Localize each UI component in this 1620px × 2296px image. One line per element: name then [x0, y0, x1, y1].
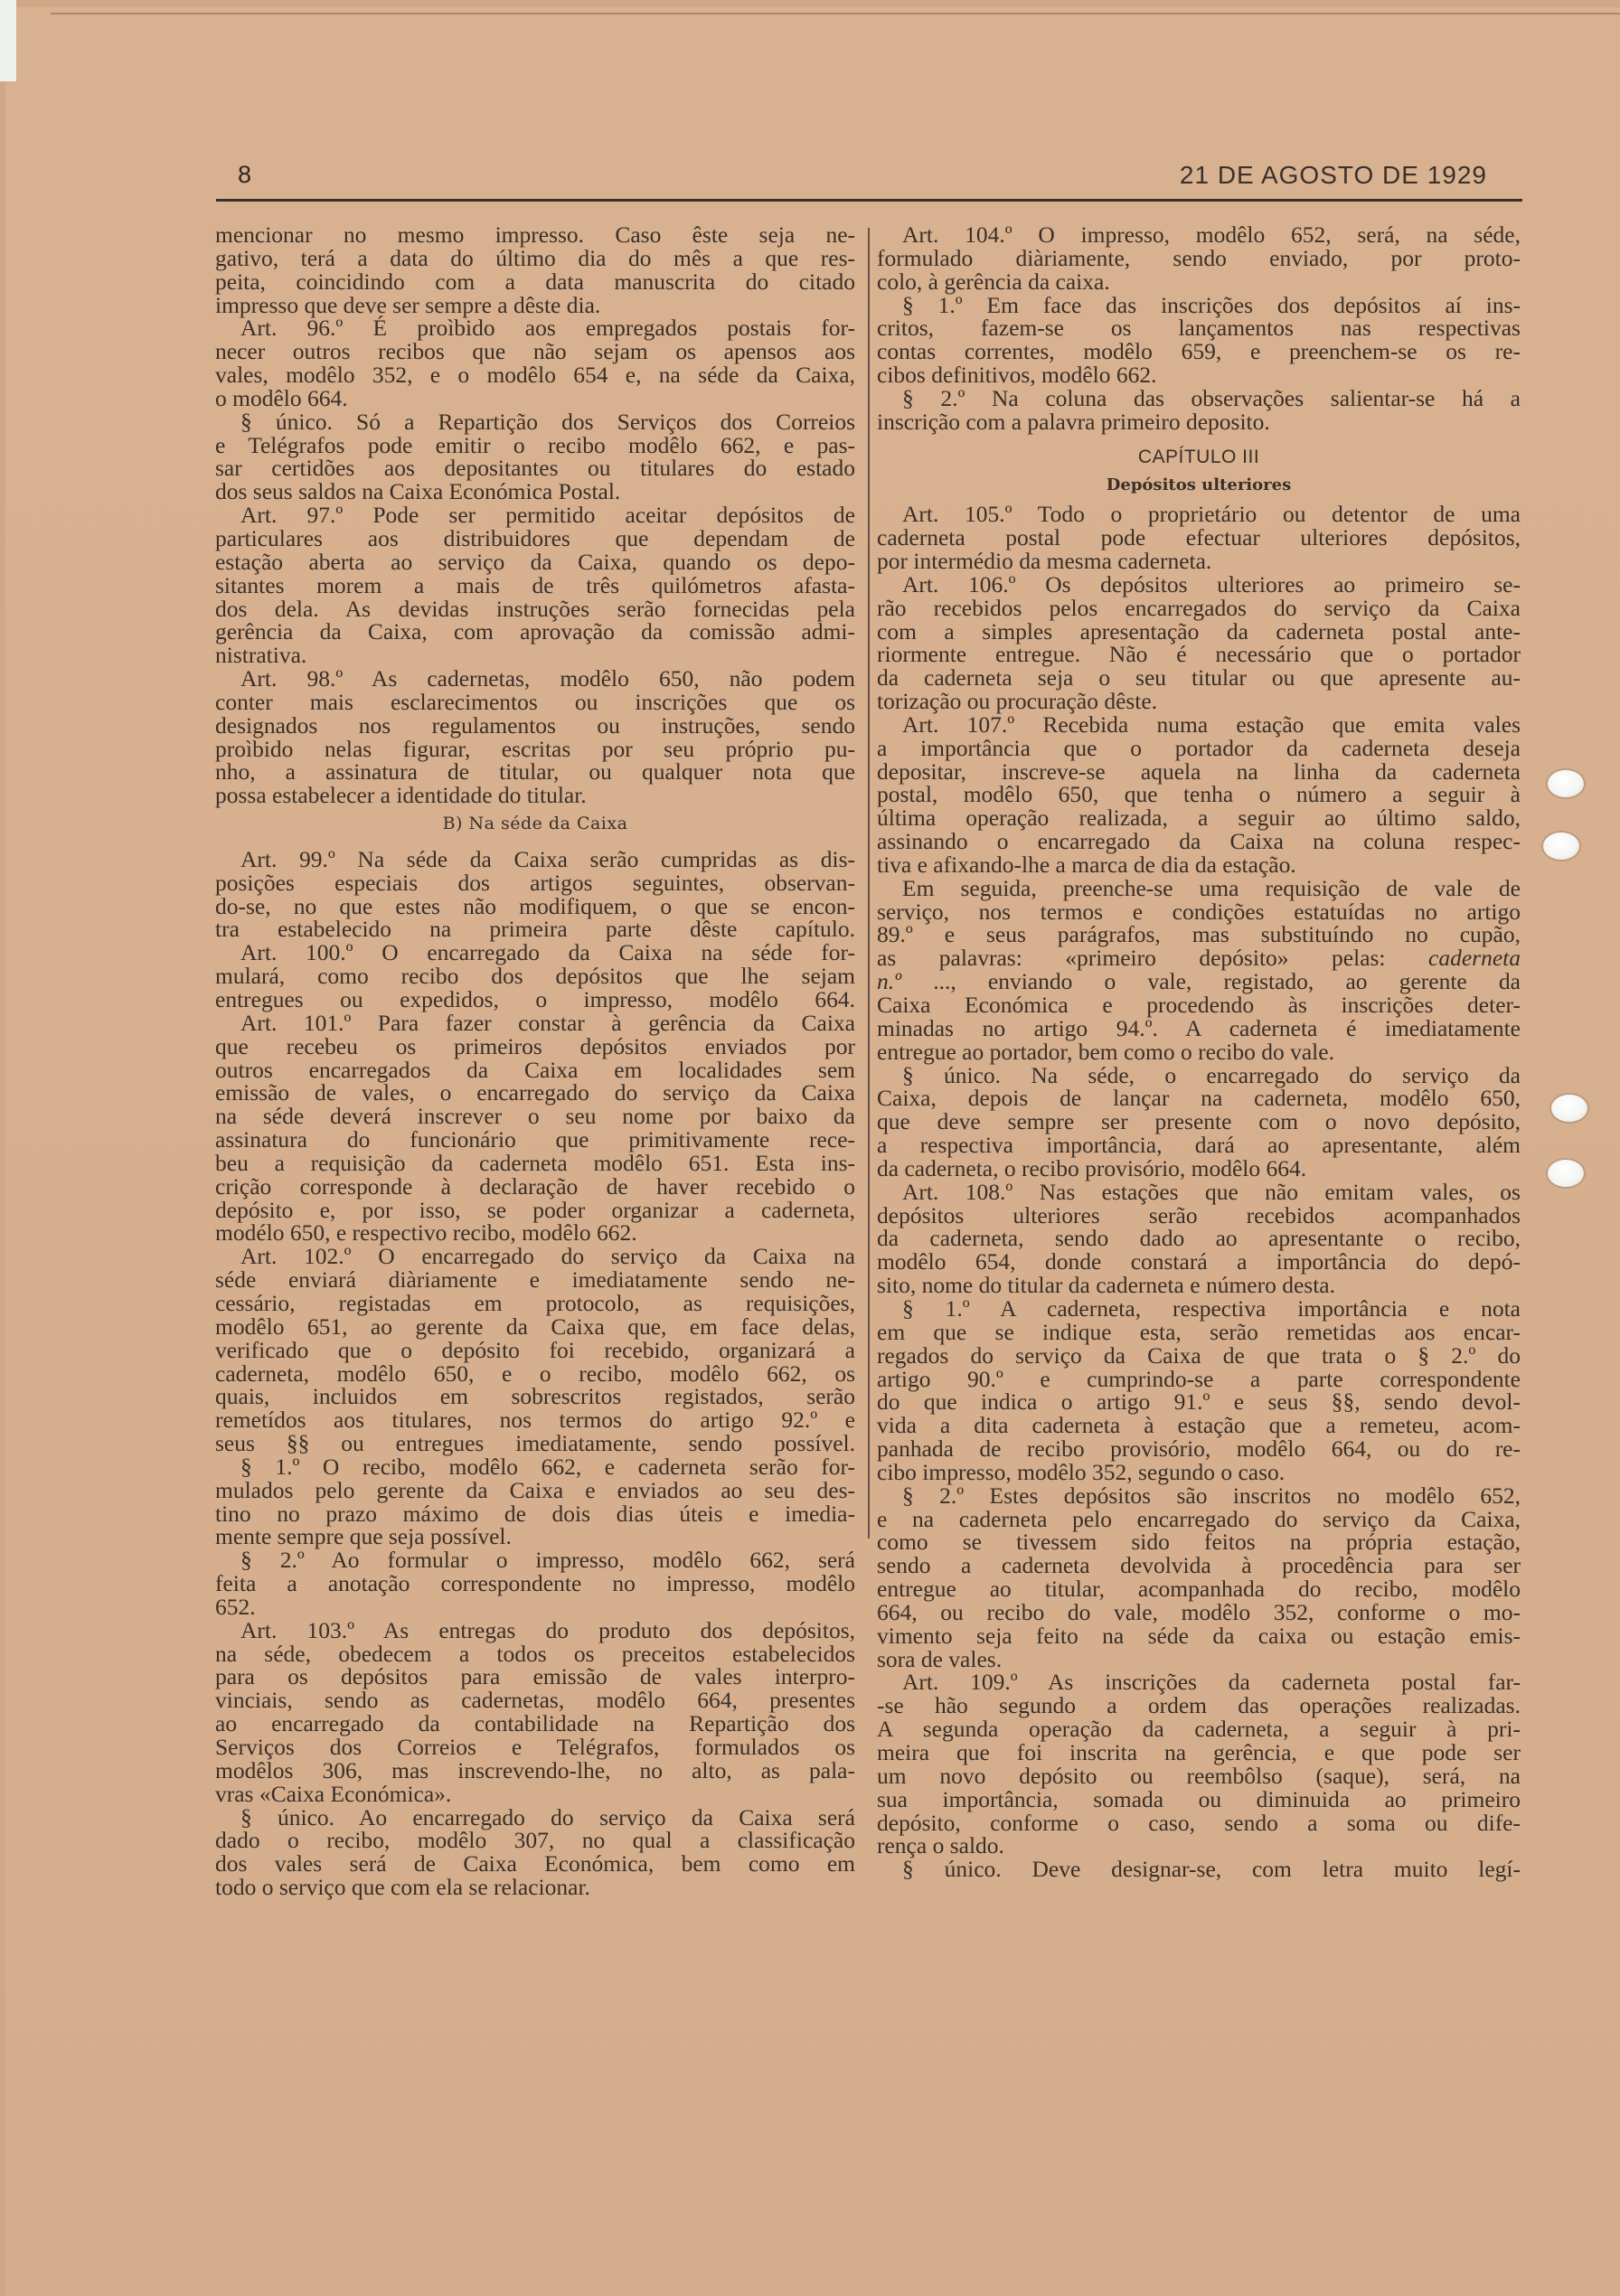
text-line: vinciais, sendo as cadernetas, modêlo 664, presentes — [215, 1687, 855, 1714]
text-line: Art. 99.º Na séde da Caixa serão cumpridas as dis- — [240, 845, 855, 872]
text-line: rença o saldo. — [877, 1832, 1004, 1859]
text-line: séde enviará diàriamente e imediatamente sendo ne- — [215, 1266, 855, 1294]
text-line: com a simples apresentação da caderneta postal ante- — [877, 617, 1521, 645]
text-line: entregue ao portador, bem como o recibo do vale. — [877, 1038, 1334, 1065]
text-line: outros encarregados da Caixa em localidades sem — [215, 1056, 855, 1083]
text-line: possa estabelecer a identidade do titular. — [215, 782, 587, 809]
text-line: Art. 109.º As inscrições da caderneta postal far- — [902, 1669, 1521, 1696]
text-line: proìbido nelas figurar, escritas por seu próprio pu- — [215, 735, 855, 762]
text-line: nho, a assinatura de titular, ou qualquer nota que — [215, 758, 855, 786]
text-line: § único. Deve designar-se, com letra muito legí- — [902, 1856, 1521, 1883]
text-line: vales, modêlo 352, e o modêlo 654 e, na séde da Caixa, — [215, 362, 855, 389]
text-line: § 2.º Ao formular o impresso, modêlo 662, será — [240, 1547, 855, 1574]
header-date: 21 DE AGOSTO DE 1929 — [1179, 161, 1487, 189]
text-line: dos dela. As devidas instruções serão fornecidas pela — [215, 595, 855, 622]
text-line: estação aberta ao serviço da Caixa, quando os depo- — [215, 548, 855, 575]
text-line: e na caderneta pelo encarregado do serviço da Caixa, — [877, 1505, 1521, 1532]
text-line: seus §§ ou entregues imediatamente, sendo possível. — [215, 1430, 855, 1457]
text-line: mencionar no mesmo impresso. Caso êste seja ne- — [215, 221, 855, 248]
text-line: vras «Caixa Económica». — [215, 1780, 452, 1807]
text-line: § único. Só a Repartição dos Serviços dos Correios — [240, 408, 855, 435]
text-line: § único. Na séde, o encarregado do serviço da — [902, 1061, 1521, 1088]
text-line: necer outros recibos que não sejam os apensos aos — [215, 338, 855, 365]
text-line: emissão de vales, o encarregado do serviço da Caixa — [215, 1079, 855, 1106]
text-line: peita, coincidindo com a data manuscrita do citado — [215, 268, 855, 295]
text-line: torização ou procuração dêste. — [877, 688, 1158, 715]
text-line: gerência da Caixa, com aprovação da comissão admi- — [215, 618, 855, 645]
text-line: -se hão segundo a ordem das operações realizadas. — [877, 1692, 1521, 1719]
text-line: tiva e afixando-lhe a marca de dia da estação. — [877, 851, 1296, 878]
text-line: 89.º e seus parágrafos, mas substituíndo no cupão, — [877, 921, 1521, 948]
text-line: Caixa Económica e procedendo às inscrições deter- — [877, 992, 1521, 1018]
text-line: na séde, obedecem a todos os preceitos estabelecidos — [215, 1640, 855, 1667]
subchapter-heading: Depósitos ulteriores — [1106, 475, 1292, 495]
text-line: vida a dita caderneta à estação que a remeteu, acom- — [877, 1412, 1521, 1439]
text-line: Art. 104.º O impresso, modêlo 652, será, na séde, — [902, 221, 1521, 248]
text-line: mente sempre que seja possível. — [215, 1523, 512, 1550]
text-line: última operação realizada, a seguir ao último saldo, — [877, 805, 1521, 832]
text-line: Art. 106.º Os depósitos ulteriores ao primeiro se- — [902, 570, 1521, 598]
punch-hole — [1551, 1095, 1587, 1122]
text-line: cessário, registadas em protocolo, as requisições, — [215, 1289, 855, 1316]
text-line: nistrativa. — [215, 642, 307, 669]
text-line: Em seguida, preenche-se uma requisição de vale de — [902, 874, 1521, 901]
text-line: depósito e, por isso, se poder organizar a caderneta, — [215, 1196, 855, 1223]
text-line: minadas no artigo 94.º. A caderneta é imediatamente — [877, 1014, 1521, 1041]
text-line: a respectiva importância, dará ao apresentante, além — [877, 1132, 1521, 1159]
chapter-heading: CAPÍTULO III — [1137, 446, 1260, 467]
text-line: da caderneta seja o seu titular ou que apresente au- — [877, 664, 1521, 692]
text-line: verificado que o depósito foi recebido, organizará a — [215, 1336, 855, 1363]
text-line: posições especiais dos artigos seguintes, observan- — [215, 869, 855, 896]
text-line: entregues ou expedidos, o impresso, modêlo 664. — [215, 986, 855, 1012]
text-line: Art. 107.º Recebida numa estação que emita vales — [902, 710, 1521, 738]
text-line: por intermédio da mesma caderneta. — [877, 547, 1212, 574]
text-line: Art. 103.º As entregas do produto dos depósitos, — [240, 1616, 855, 1643]
right-column — [877, 223, 1521, 1881]
text-line: dos vales será de Caixa Económica, bem como em — [215, 1850, 855, 1877]
section-heading: B) Na séde da Caixa — [442, 814, 628, 834]
text-line: o modêlo 664. — [215, 384, 348, 411]
text-line: Art. 102.º O encarregado do serviço da Caixa na — [240, 1243, 855, 1270]
text-line: serviço, nos termos e condições estatuídas no artigo — [877, 898, 1521, 925]
text-line: remetídos aos titulares, nos termos do artigo 92.º e — [215, 1407, 855, 1434]
text-line: n.º ..., enviando o vale, registado, ao gerente da — [877, 968, 1521, 995]
text-line: mulará, como recibo dos depósitos que lhe sejam — [215, 963, 855, 990]
text-line: Art. 105.º Todo o proprietário ou detentor de uma — [902, 501, 1521, 528]
text-line: meira que foi inscrita na gerência, e que pode ser — [877, 1739, 1521, 1765]
text-line: do-se, no que estes não modifiquem, o que se encon- — [215, 892, 855, 919]
text-line: beu a requisição da caderneta modêlo 651. Esta ins- — [215, 1149, 855, 1176]
text-line: caderneta, modêlo 650, e o recibo, modêlo 662, os — [215, 1360, 855, 1387]
text-line: sora de vales. — [877, 1645, 1003, 1672]
text-line: contas correntes, modêlo 659, e preenchem-se os re- — [877, 338, 1521, 365]
text-line: da caderneta, sendo dado ao apresentante o recibo, — [877, 1225, 1521, 1252]
text-line: § único. Ao encarregado do serviço da Caixa será — [240, 1803, 855, 1830]
text-line: vimento seja feito na séde da caixa ou estação emis- — [877, 1622, 1521, 1649]
right-column-body-1 — [877, 223, 1521, 434]
text-line: depósitos ulteriores serão recebidos acompanhados — [877, 1201, 1521, 1228]
text-line: que recebeu os primeiros depósitos enviados por — [215, 1032, 855, 1059]
text-line: 652. — [215, 1593, 256, 1620]
text-line: gativo, terá a data do último dia do mês a que res- — [215, 244, 855, 271]
text-line: inscrição com a palavra primeiro deposito. — [877, 408, 1270, 435]
text-line: a importância que o portador da caderneta deseja — [877, 734, 1521, 761]
text-line: § 2.º Estes depósitos são inscritos no modêlo 652, — [902, 1482, 1521, 1509]
text-line: rão recebidos pelos encarregados do serviço da Caixa — [877, 594, 1521, 621]
text-line: e Telégrafos pode emitir o recibo modêlo 662, e pas- — [215, 431, 855, 458]
text-line: na séde deverá inscrever o seu nome por baixo da — [215, 1103, 855, 1130]
text-line: riormente entregue. Não é necessário que o portador — [877, 641, 1521, 668]
text-line: assinatura do funcionário que primitivamente rece- — [215, 1126, 855, 1153]
text-line: modélo 650, e respectivo recibo, modêlo 662. — [215, 1219, 637, 1247]
text-line: modêlo 654, donde constará a importância do depó- — [877, 1248, 1521, 1275]
text-line: ao encarregado da contabilidade na Repartição dos — [215, 1710, 855, 1737]
text-line: sito, nome do titular da caderneta e número desta. — [877, 1272, 1335, 1299]
text-line: § 1.º A caderneta, respectiva importância e nota — [902, 1294, 1521, 1322]
text-line: tra estabelecido na primeira parte dêste capítulo. — [215, 916, 855, 943]
text-line: crição corresponde à declaração de haver recebido o — [215, 1172, 855, 1200]
text-line: Art. 100.º O encarregado da Caixa na séde for- — [240, 939, 855, 966]
text-line: cibo impresso, modêlo 352, segundo o caso. — [877, 1458, 1286, 1485]
text-line: da caderneta, o recibo provisório, modêlo 664. — [877, 1154, 1307, 1181]
text-line: feita a anotação correspondente no impresso, modêlo — [215, 1570, 855, 1597]
text-line: como se tivessem sido feitos na própria estação, — [877, 1529, 1521, 1556]
text-line: colo, à gerência da caixa. — [877, 268, 1110, 295]
text-line: critos, fazem-se os lançamentos nas respectivas — [877, 315, 1521, 342]
page-header — [211, 154, 1531, 199]
right-column-body-2 — [877, 503, 1521, 1881]
text-line: Art. 97.º Pode ser permitido aceitar depósitos de — [240, 502, 855, 529]
text-line: tino no prazo máximo de dois dias úteis e imedia- — [215, 1500, 855, 1527]
text-line: que deve sempre ser presente com o novo depósito, — [877, 1108, 1521, 1135]
text-line: cibos definitivos, modêlo 662. — [877, 362, 1157, 389]
punch-hole — [1548, 770, 1584, 797]
left-column — [215, 223, 855, 1899]
text-line: particulares aos distribuidores que dependam de — [215, 524, 855, 551]
text-line: quais, incluidos em sobrescritos registados, serão — [215, 1383, 855, 1410]
text-line: sar certidões aos depositantes ou titulares do estado — [215, 455, 855, 482]
text-line: mulados pelo gerente da Caixa e enviados ao seu des- — [215, 1476, 855, 1503]
text-line: impresso que deve ser sempre a dêste dia. — [215, 291, 601, 318]
text-line: A segunda operação da caderneta, a seguir à pri- — [877, 1716, 1521, 1743]
text-line: depósito, conforme o caso, sendo a soma ou dife- — [877, 1809, 1521, 1836]
text-line: um novo depósito ou reembôlso (saque), será, na — [877, 1762, 1521, 1789]
text-line: § 1.º O recibo, modêlo 662, e caderneta serão for- — [240, 1453, 855, 1480]
text-line: designados nos regulamentos ou instruções, sendo — [215, 711, 855, 739]
page-number: 8 — [238, 161, 252, 188]
page-top-edge — [51, 13, 1620, 14]
left-column-body-2 — [215, 845, 855, 1901]
text-line: em que se indique esta, serão remetidas aos encar- — [877, 1318, 1521, 1345]
text-line: Caixa, depois de lançar na caderneta, modêlo 650, — [877, 1085, 1521, 1112]
text-line: Art. 101.º Para fazer constar à gerência da Caixa — [240, 1009, 855, 1036]
text-line: formulado diàriamente, sendo enviado, por proto- — [877, 244, 1521, 271]
punch-hole — [1543, 833, 1579, 860]
text-line: sua importância, somada ou diminuida ao primeiro — [877, 1785, 1521, 1812]
text-line: sitantes morem a mais de três quilómetros afasta- — [215, 571, 855, 598]
text-line: regados do serviço da Caixa de que trata o § 2.º do — [877, 1341, 1521, 1369]
text-line: postal, modêlo 650, que tenha o número a seguir à — [877, 781, 1521, 808]
text-line: modêlos 306, mas inscrevendo-lhe, no alto, as pala- — [215, 1756, 855, 1783]
text-line: 664, ou recibo do vale, modêlo 352, conforme o mo- — [877, 1598, 1521, 1625]
text-line: § 1.º Em face das inscrições dos depósitos aí ins- — [902, 291, 1521, 318]
text-line: as palavras: «primeiro depósito» pelas: caderneta — [877, 945, 1521, 972]
text-line: entregue ao titular, acompanhada do recibo, modêlo — [877, 1576, 1521, 1603]
text-line: caderneta postal pode efectuar ulteriores depósitos, — [877, 524, 1521, 551]
header-rule — [216, 199, 1522, 202]
page-corner-background — [0, 0, 16, 81]
text-line: todo o serviço que com ela se relacionar. — [215, 1874, 590, 1901]
text-line: Art. 108.º Nas estações que não emitam vales, os — [902, 1178, 1521, 1205]
text-line: sendo a caderneta devolvida à procedência para ser — [877, 1552, 1521, 1579]
text-line: para os depósitos para emissão de vales interpro- — [215, 1663, 855, 1690]
text-line: do que indica o artigo 91.º e seus §§, sendo devol- — [877, 1388, 1521, 1416]
text-line: conter mais esclarecimentos ou inscrições que os — [215, 688, 855, 715]
text-line: modêlo 651, ao gerente da Caixa que, em face delas, — [215, 1313, 855, 1340]
left-column-body-1 — [215, 223, 855, 807]
text-line: Serviços dos Correios e Telégrafos, formulados os — [215, 1734, 855, 1760]
text-line: artigo 90.º e cumprindo-se a parte correspondente — [877, 1365, 1521, 1392]
text-line: dos seus saldos na Caixa Económica Postal. — [215, 478, 621, 505]
column-divider — [868, 228, 870, 1539]
text-line: panhada de recibo provisório, modêlo 664, ou do re- — [877, 1435, 1521, 1463]
punch-hole — [1548, 1160, 1584, 1187]
text-line: depositar, inscreve-se aquela na linha da caderneta — [877, 757, 1521, 785]
text-line: assinando o encarregado da Caixa na coluna respec- — [877, 828, 1521, 855]
text-line: Art. 98.º As cadernetas, modêlo 650, não podem — [240, 665, 855, 692]
text-line: Art. 96.º É proìbido aos empregados postais for- — [240, 315, 855, 342]
text-line: § 2.º Na coluna das observações salientar-se há a — [902, 384, 1521, 411]
text-line: dado o recibo, modêlo 307, no qual a classificação — [215, 1827, 855, 1854]
